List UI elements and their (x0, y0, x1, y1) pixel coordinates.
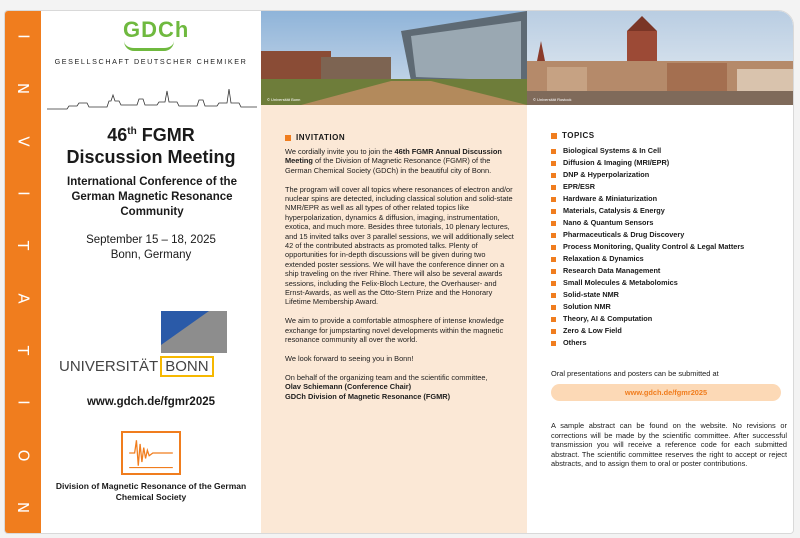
list-item (551, 217, 791, 229)
band-letter: V (14, 136, 33, 147)
bullet-square-icon (551, 293, 556, 298)
topic-label: Research Data Management (563, 266, 661, 275)
list-item (551, 241, 791, 253)
bullet-square-icon (551, 185, 556, 190)
intro-lead: We cordially invite you to join the (285, 147, 395, 156)
topic-label: Others (563, 338, 587, 347)
bullet-square-icon (551, 173, 556, 178)
bullet-square-icon (551, 149, 556, 154)
band-letter: I (14, 191, 33, 196)
signoff: GDCh Division of Magnetic Resonance (FGMR) (285, 391, 451, 401)
topic-label: Theory, AI & Computation (563, 314, 653, 323)
university-name: UNIVERSITÄT (59, 358, 159, 375)
topic-label: Solution NMR (563, 302, 611, 311)
date-range: September 15 – 18, 2025 (86, 234, 216, 246)
bullet-square-icon (551, 305, 556, 310)
invitation-heading (285, 133, 345, 142)
topic-label: Zero & Low Field (563, 326, 622, 335)
intro-paragraph (285, 147, 517, 175)
band-letter: N (14, 83, 33, 95)
bullet-square-icon (551, 257, 556, 262)
look-forward-paragraph: We look forward to seeing you in Bonn! (285, 353, 414, 363)
list-item (551, 289, 791, 301)
website-link[interactable]: www.gdch.de/fgmr2025 (86, 396, 216, 408)
page-title (41, 121, 261, 168)
university-logo-text (59, 356, 229, 377)
submission-note: Oral presentations and posters can be submitted at (551, 369, 719, 378)
bullet-square-icon (551, 221, 556, 226)
topic-label: Small Molecules & Metabolomics (563, 278, 678, 287)
gdch-logo-arc (124, 41, 174, 51)
list-item (551, 145, 791, 157)
intro-tail: of the Division of Magnetic Resonance (FGMR) of the German Chemical Society (GDCh) in the beautiful city of Bonn. (285, 156, 492, 175)
topics-heading (551, 131, 595, 140)
division-name: Division of Magnetic Resonance of the German Chemical Society (55, 481, 247, 502)
band-letter: T (14, 345, 33, 356)
topic-label: Process Monitoring, Quality Control & Legal Matters (563, 242, 745, 251)
band-letter: I (14, 400, 33, 406)
list-item (551, 157, 791, 169)
list-item (551, 265, 791, 277)
university-city: BONN (160, 356, 213, 377)
list-item (551, 253, 791, 265)
topic-label: Nano & Quantum Sensors (563, 218, 654, 227)
left-column (41, 11, 261, 534)
side-band (5, 11, 41, 534)
submission-link[interactable]: www.gdch.de/fgmr2025 (551, 384, 781, 401)
list-item (551, 277, 791, 289)
topic-label: Materials, Catalysis & Energy (563, 206, 665, 215)
topic-label: Relaxation & Dynamics (563, 254, 644, 263)
right-column (527, 11, 794, 534)
chair-name: Olav Schiemann (Conference Chair) (285, 382, 412, 392)
title-line2: Discussion Meeting (66, 147, 236, 167)
bullet-square-icon (551, 269, 556, 274)
topic-label: Biological Systems & In Cell (563, 146, 662, 155)
list-item (551, 169, 791, 181)
bullet-square-icon (551, 245, 556, 250)
program-paragraph: The program will cover all topics where resonances of electron and/or nuclear spins are detected, including classical solution and solid-state NMR/EPR as well as all types of other related topics like hyperpolarization, dynamics & diffusion, imaging, instrumentation, exotica, and much more. Besides three tutorials, 10 plenary lectures, and 15 invited talks over 3 parallel sessions, we will additionally select 42 of the contributed abstracts as promoted talks. Plenty of opportunities for in-depth discussions will be given during two extended poster sessions. We will have the conference dinner on a ship traveling on the river Rhine. There will also be several awards sessions, including the Felix-Bloch Lecture, the Overhauser- and Ernst-Awards, as well as the Otto-Stern Prize and the Honorary Lifetime Membership Award. (285, 184, 514, 307)
campus-photo (261, 11, 527, 105)
list-item (551, 193, 791, 205)
invitation-body (285, 147, 517, 401)
title-rest: FGMR (136, 125, 195, 145)
band-letter: A (14, 293, 33, 304)
list-item (551, 229, 791, 241)
invitation-heading-text: INVITATION (296, 133, 346, 142)
heading-square-icon (285, 135, 291, 141)
list-item (551, 181, 791, 193)
flyer-sheet (4, 10, 794, 534)
bullet-square-icon (551, 161, 556, 166)
list-item (551, 313, 791, 325)
topic-label: Diffusion & Imaging (MRI/EPR) (563, 158, 670, 167)
bullet-square-icon (551, 209, 556, 214)
photo-credit: © Universität Bonn (267, 97, 301, 102)
bullet-square-icon (551, 341, 556, 346)
band-letter: N (14, 501, 33, 514)
topic-label: Hardware & Miniaturization (563, 194, 658, 203)
topic-label: Pharmaceuticals & Drug Discovery (563, 230, 685, 239)
topics-heading-text: TOPICS (562, 131, 595, 140)
gdch-logo: GDCh (123, 17, 190, 42)
heading-square-icon (551, 133, 557, 139)
bullet-square-icon (551, 281, 556, 286)
band-letter: O (14, 449, 33, 462)
bullet-square-icon (551, 197, 556, 202)
abstract-info: A sample abstract can be found on the website. No revisions or corrections will be made by the scientific committee. After successful transmission you will receive a reference code for each submitted abstract. The scientific committee reserves the right to accept or reject abstracts, and to assign them to oral or poster contributions. (551, 421, 787, 469)
subtitle: International Conference of the German Magnetic Resonance Community (67, 176, 237, 218)
topic-label: Solid-state NMR (563, 290, 619, 299)
list-item (551, 337, 791, 349)
title-number: 46 (107, 125, 128, 145)
list-item (551, 301, 791, 313)
band-letter: I (14, 34, 33, 39)
topic-label: DNP & Hyperpolarization (563, 170, 650, 179)
bullet-square-icon (551, 317, 556, 322)
middle-column (261, 11, 527, 534)
bullet-square-icon (551, 329, 556, 334)
city-photo (527, 11, 794, 105)
event-dates (41, 233, 261, 263)
topics-list (551, 145, 791, 349)
meeting-name: 46th FGMR Annual Discussion Meeting (285, 147, 502, 166)
atmosphere-paragraph: We aim to provide a comfortable atmosphere of intense knowledge exchange for jumpstarting novel developments within the magnetic resonance community all over the world. (285, 316, 504, 345)
invitation-vertical-word (5, 11, 41, 534)
band-letter: T (14, 241, 33, 251)
list-item (551, 205, 791, 217)
bonn-skyline-icon (47, 81, 257, 111)
photo-credit-city: © Universität Rostock (533, 97, 572, 102)
bullet-square-icon (551, 233, 556, 238)
fgmr-logo-icon (121, 431, 181, 475)
topic-label: EPR/ESR (563, 182, 596, 191)
event-location: Bonn, Germany (110, 249, 192, 261)
org-name: GESELLSCHAFT DEUTSCHER CHEMIKER (54, 57, 248, 66)
behalf-line: On behalf of the organizing team and the scientific committee, (285, 372, 488, 382)
list-item (551, 325, 791, 337)
title-suffix: th (127, 126, 137, 137)
